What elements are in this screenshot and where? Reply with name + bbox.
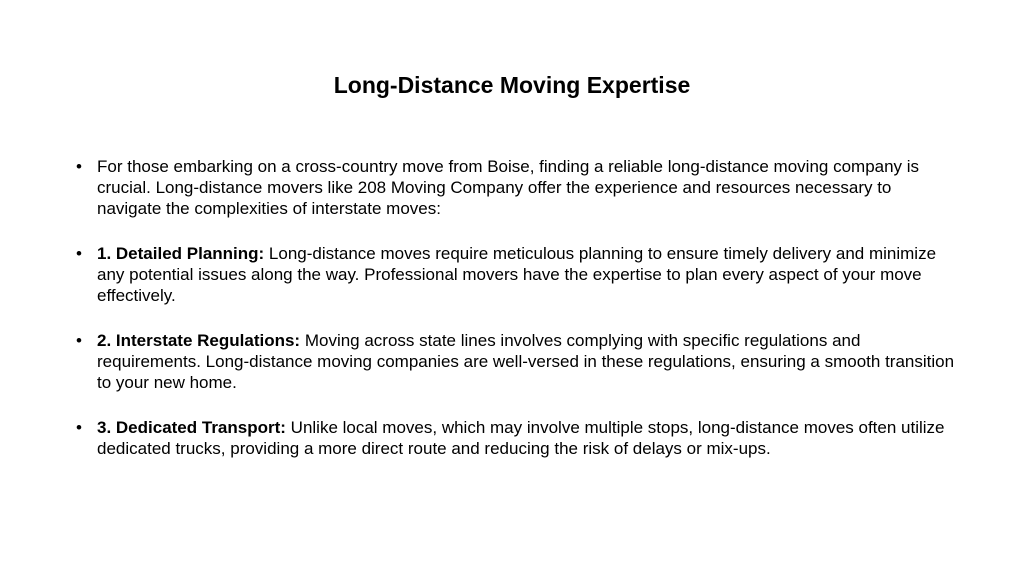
bullet-text: Long-distance moves require meticulous planning to ensure timely delivery and minimize any potential issues along the way. Professional movers have the expertise to plan every aspect of your move effectively.	[97, 244, 937, 305]
bullet-dot-icon: •	[76, 418, 82, 437]
bullet-item-dedicated-transport	[76, 417, 956, 459]
bullet-text: For those embarking on a cross-country move from Boise, finding a reliable long-distance moving company is crucial. Long-distance movers like 208 Moving Company offer the experience and resources necessary to navigate the complexities of interstate moves:	[97, 157, 920, 218]
bullet-heading: 3. Dedicated Transport:	[97, 418, 286, 437]
bullet-text: Unlike local moves, which may involve multiple stops, long-distance moves often utilize dedicated trucks, providing a more direct route and reducing the risk of delays or mix-ups.	[97, 418, 945, 458]
bullet-item-intro	[76, 156, 956, 219]
bullet-dot-icon: •	[76, 331, 82, 350]
bullet-item-interstate-regulations	[76, 330, 956, 393]
bullet-heading: 1. Detailed Planning:	[97, 244, 265, 263]
slide-title: Long-Distance Moving Expertise	[333, 72, 691, 98]
bullet-heading: 2. Interstate Regulations:	[97, 331, 301, 350]
bullet-text: Moving across state lines involves complying with specific regulations and requirements. Long-distance moving companies are well-versed in these regulations, ensuring a smooth transition to your new home.	[97, 331, 955, 392]
bullet-list	[76, 156, 956, 483]
bullet-dot-icon: •	[76, 157, 82, 176]
bullet-dot-icon: •	[76, 244, 82, 263]
bullet-item-detailed-planning	[76, 243, 956, 306]
